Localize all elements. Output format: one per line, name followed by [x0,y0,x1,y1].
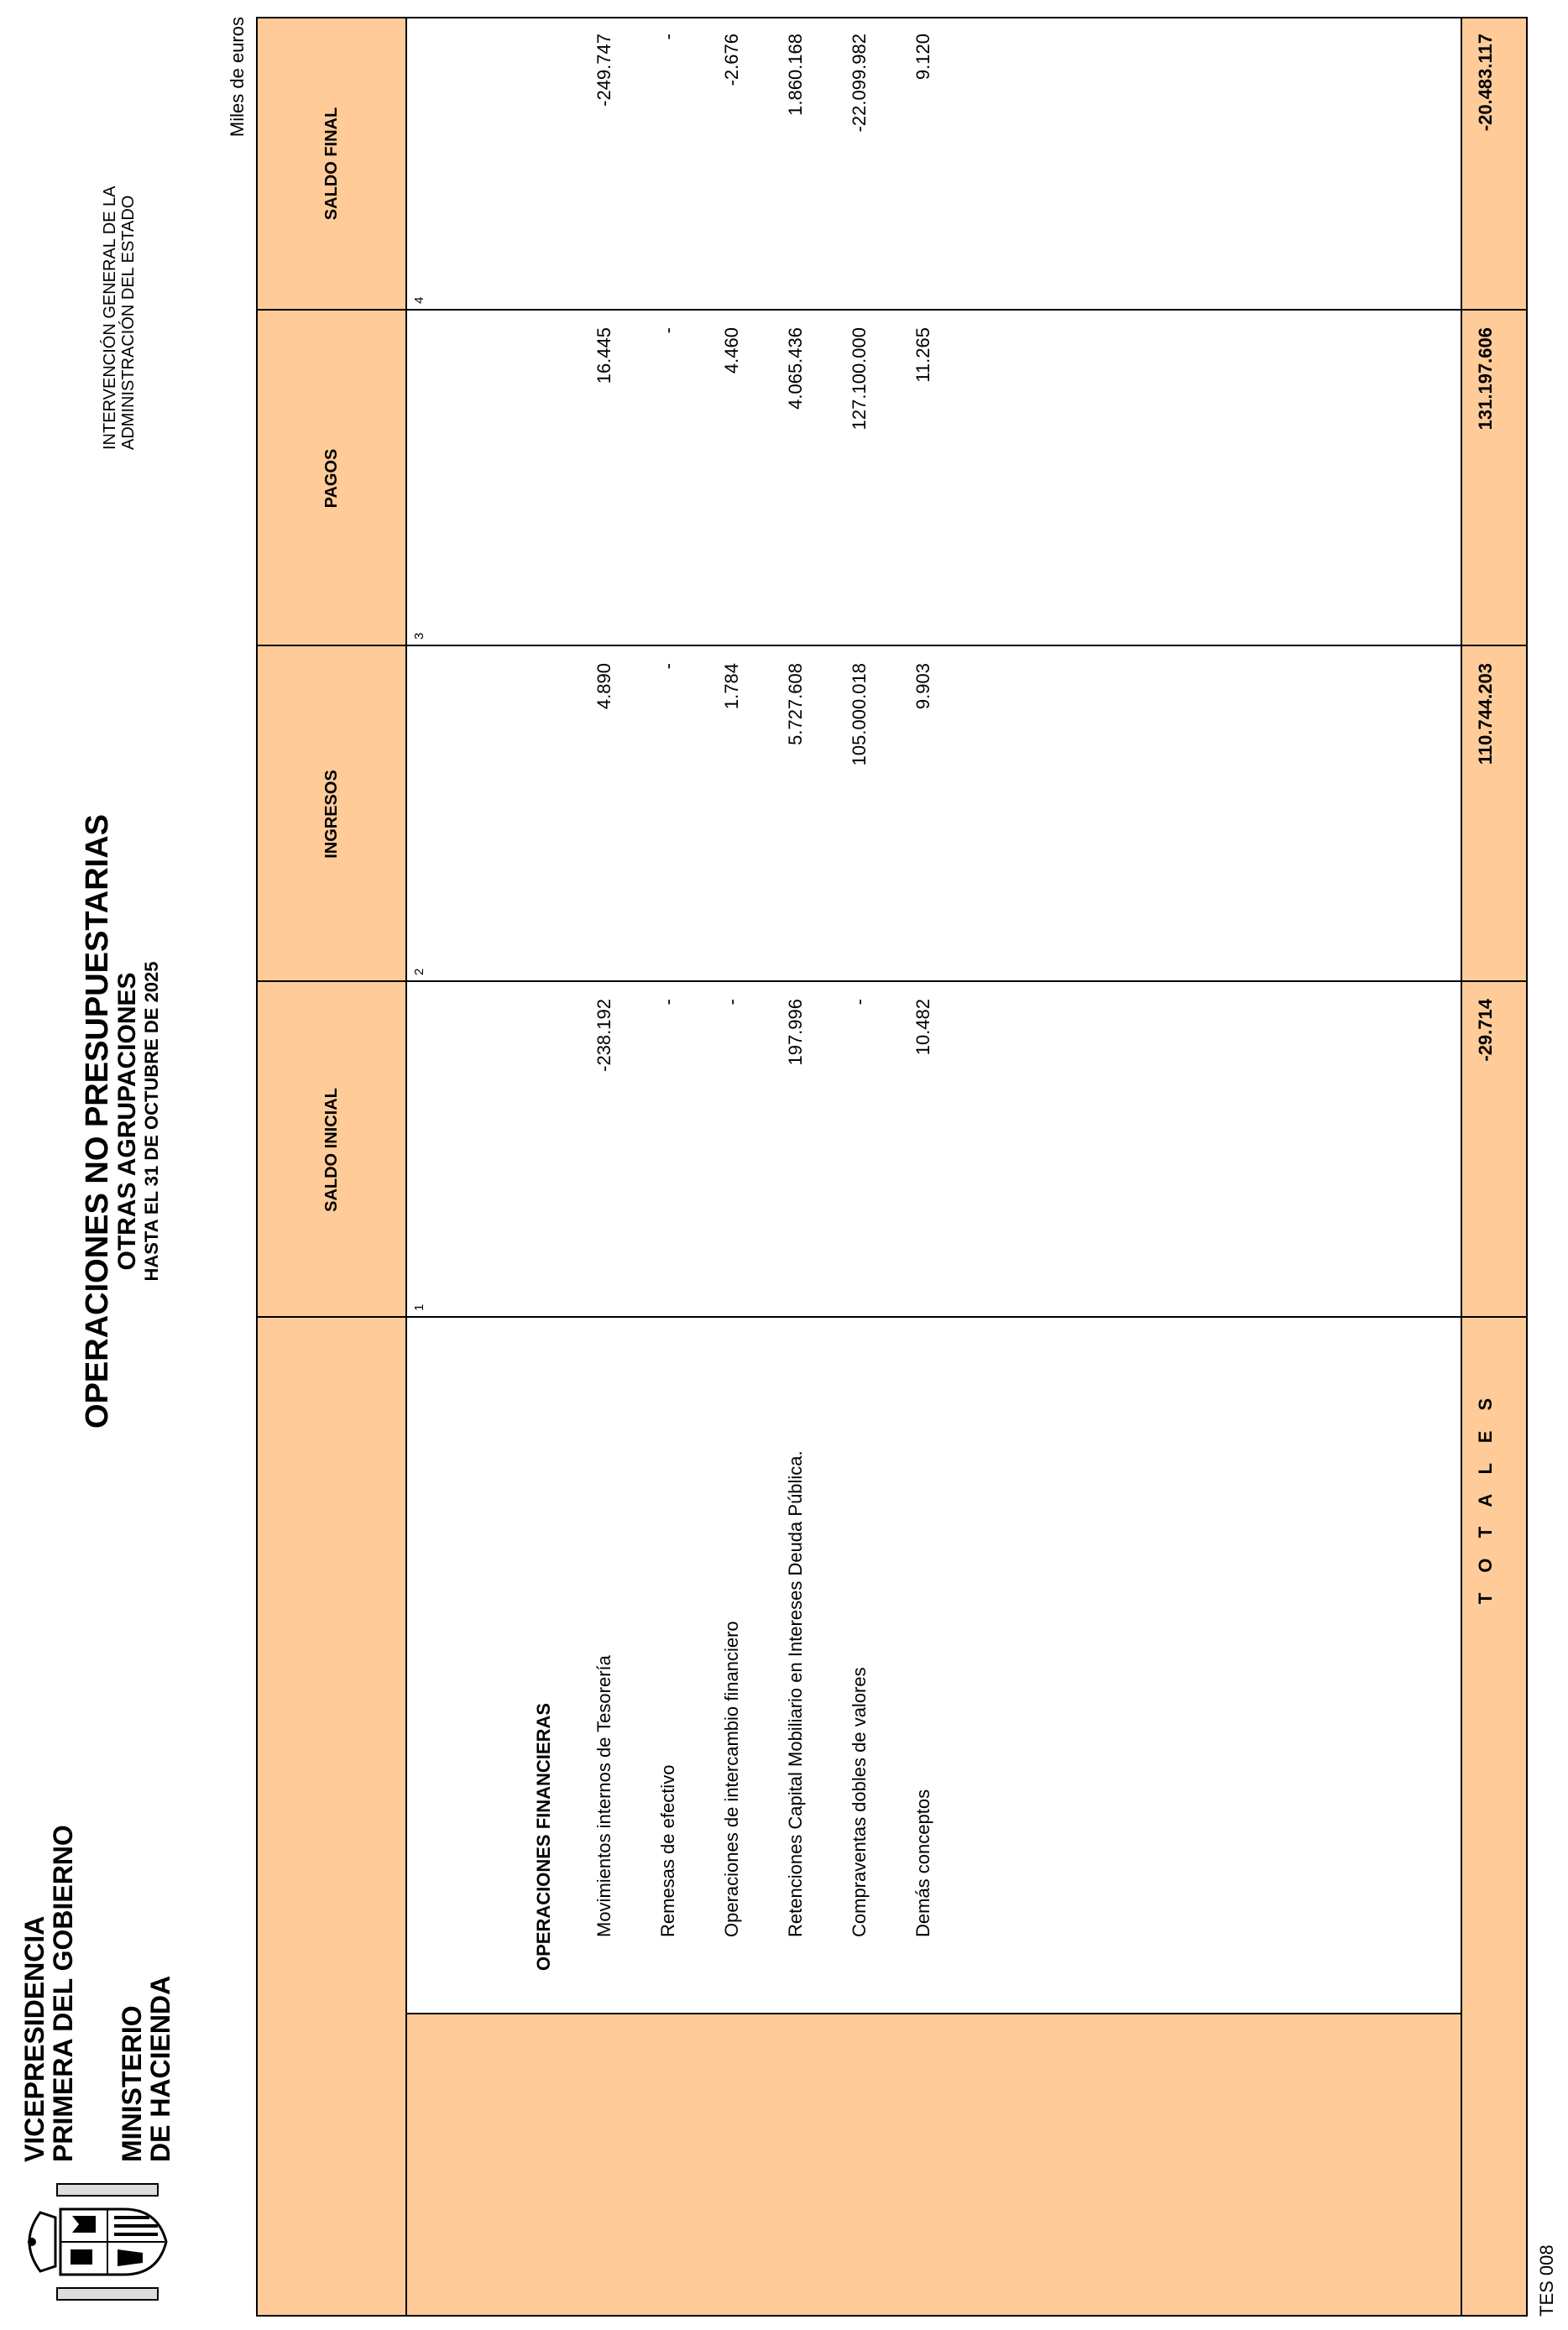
col-number: 3 [412,632,426,640]
table-cell: 9.120 [912,34,933,81]
units-label: Miles de euros [227,17,248,138]
column-divider [258,645,1526,646]
ministry-line-1: VICEPRESIDENCIA [19,1915,50,2162]
label-column-band [258,2013,1526,2315]
table-cell: -249.747 [593,34,614,107]
table-row-label: Demás conceptos [912,1789,933,1937]
col-header-saldo-inicial: SALDO INICIAL [321,1088,341,1212]
agency-header [101,185,138,450]
table-cell: 4.890 [593,663,614,710]
table-cell: 4.460 [721,327,742,374]
col-number: 2 [412,968,426,975]
table-cell: 10.482 [912,999,933,1056]
table-cell: 11.265 [912,327,933,383]
table-cell: 1.860.168 [785,34,806,116]
coat-of-arms-icon [24,2179,171,2305]
table-cell: - [849,999,870,1006]
table-cell: 4.065.436 [785,327,806,410]
operations-table [256,17,1528,2317]
table-cell: 105.000.018 [849,663,870,766]
report-title-block [81,802,163,1440]
table-row-label: Movimientos internos de Tesorería [593,1655,614,1937]
table-row-label: Compraventas dobles de valores [849,1667,870,1937]
table-row-label: Operaciones de intercambio financiero [721,1621,742,1937]
ministry-header [20,1825,175,2162]
table-row-label: Remesas de efectivo [657,1764,678,1937]
table-cell: -238.192 [593,999,614,1072]
table-cell: 16.445 [593,327,614,384]
totals-cell: 131.197.606 [1475,327,1496,431]
table-cell: - [721,999,742,1006]
totals-cell: -29.714 [1475,999,1496,1062]
table-cell: - [657,999,678,1006]
table-cell: - [657,34,678,40]
agency-line-1: INTERVENCIÓN GENERAL DE LA [101,185,119,450]
col-number: 4 [412,296,426,304]
document-code: TES 008 [1536,2244,1557,2317]
table-cell: 197.996 [785,999,806,1066]
col-header-ingresos: INGRESOS [321,770,341,859]
table-cell: 9.903 [912,663,933,710]
report-subtitle: OTRAS AGRUPACIONES [113,972,141,1271]
agency-line-2: ADMINISTRACIÓN DEL ESTADO [119,195,138,450]
report-title: OPERACIONES NO PRESUPUESTARIAS [80,814,115,1429]
table-row-label: Retenciones Capital Mobiliario en Intereses Deuda Pública. [785,1450,806,1937]
report-date: HASTA EL 31 DE OCTUBRE DE 2025 [141,961,162,1282]
column-divider [258,980,1526,982]
table-cell: 1.784 [721,663,742,710]
section-title: OPERACIONES FINANCIERAS [533,1702,554,1971]
column-divider [258,1316,1526,1318]
totals-cell: -20.483.117 [1475,34,1496,132]
column-divider [258,309,1526,311]
ministry-line-4: DE HACIENDA [145,1975,175,2162]
table-cell: 127.100.000 [849,327,870,431]
table-cell: 5.727.608 [785,663,806,745]
ministry-line-2: PRIMERA DEL GOBIERNO [48,1825,78,2162]
col-number: 1 [412,1303,426,1311]
totals-label: T O T A L E S [1475,1390,1496,1605]
col-header-saldo-final: SALDO FINAL [321,107,341,221]
totals-cell: 110.744.203 [1475,663,1496,765]
ministry-line-3: MINISTERIO [117,2005,147,2162]
col-header-pagos: PAGOS [321,448,341,509]
table-cell: -22.099.982 [849,34,870,133]
table-cell: - [657,327,678,334]
table-cell: - [657,663,678,670]
table-cell: -2.676 [721,34,742,86]
